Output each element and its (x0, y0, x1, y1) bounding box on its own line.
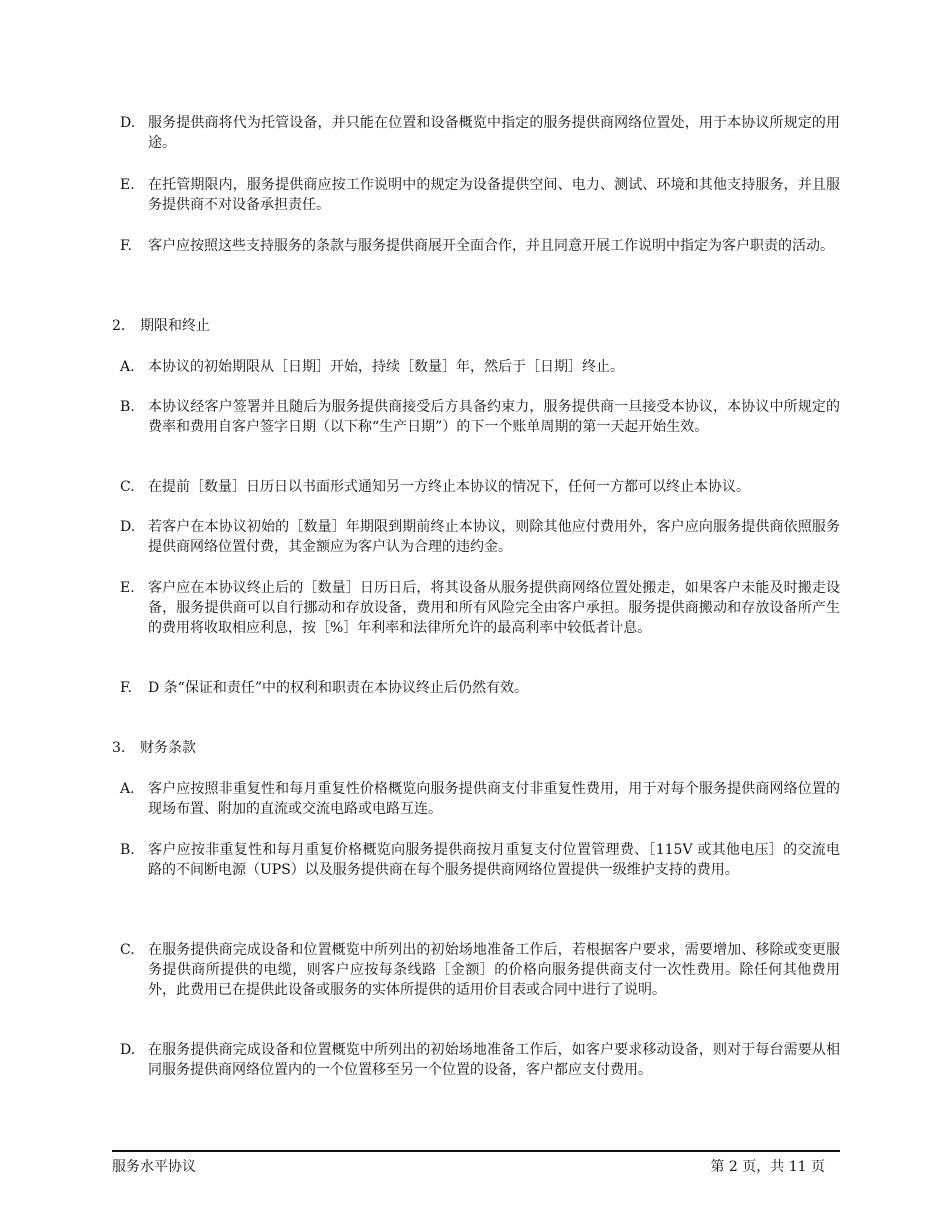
clause-text: 本协议经客户签署并且随后为服务提供商接受后方具备约束力，服务提供商一旦接受本协议，本协议中所规定的费率和费用自客户签字日期（以下称“生产日期”）的下一个账单周期的第一天起开始生效。 (148, 399, 840, 435)
clause-text: 客户应按照非重复性和每月重复性价格概览向服务提供商支付非重复性费用，用于对每个服务提供商网络位置的现场布置、附加的直流或交流电路或电路互连。 (148, 781, 840, 817)
clause-3-a (120, 779, 840, 819)
section-number: 3. (112, 740, 126, 756)
clause-text: 客户应按照这些支持服务的条款与服务提供商展开全面合作，并且同意开展工作说明中指定为客户职责的活动。 (148, 238, 834, 254)
clause-text: 客户应在本协议终止后的［数量］日历日后，将其设备从服务提供商网络位置处搬走，如果客户未能及时搬走设备，服务提供商可以自行挪动和存放设备，费用和所有风险完全由客户承担。服务提供商搬动和存放设备所产生的费用将收取相应利息，按［%］年利率和法律所允许的最高利率中较低者计息。 (148, 580, 840, 636)
footer-divider (112, 1150, 840, 1152)
section-title: 财务条款 (140, 740, 196, 756)
clause-letter: E. (120, 177, 135, 193)
section-title: 期限和终止 (140, 318, 210, 334)
clause-letter: A. (120, 359, 135, 375)
clause-text: 在提前［数量］日历日以书面形式通知另一方终止本协议的情况下，任何一方都可以终止本协议。 (148, 479, 750, 495)
clause-text: 客户应按非重复性和每月重复价格概览向服务提供商按月重复支付位置管理费、［115V 或其他电压］的交流电路的不间断电源（UPS）以及服务提供商在每个服务提供商网络位置提供一级维护支持的费用。 (148, 842, 840, 878)
section-heading-term (112, 316, 210, 336)
footer-document-title: 服务水平协议 (112, 1159, 196, 1175)
clause-1-f (120, 236, 840, 256)
clause-letter: D. (120, 1042, 136, 1058)
clause-3-c (120, 940, 840, 1000)
clause-text: 服务提供商将代为托管设备，并只能在位置和设备概览中指定的服务提供商网络位置处，用于本协议所规定的用途。 (148, 115, 840, 151)
clause-1-d (120, 113, 840, 153)
clause-letter: C. (120, 942, 135, 958)
footer-page-number: 第 2 页，共 11 页 (710, 1159, 825, 1175)
clause-2-d (120, 517, 840, 557)
clause-text: 本协议的初始期限从［日期］开始，持续［数量］年，然后于［日期］终止。 (148, 359, 624, 375)
section-number: 2. (112, 318, 126, 334)
clause-letter: D. (120, 115, 136, 131)
clause-letter: F. (120, 238, 132, 254)
clause-text: 若客户在本协议初始的［数量］年期限到期前终止本协议，则除其他应付费用外，客户应向服务提供商依照服务提供商网络位置付费，其金额应为客户认为合理的违约金。 (148, 519, 840, 555)
clause-3-d (120, 1040, 840, 1080)
clause-letter: B. (120, 842, 135, 858)
clause-letter: E. (120, 580, 135, 596)
clause-1-e (120, 175, 840, 215)
clause-2-b (120, 397, 840, 437)
clause-text: 在服务提供商完成设备和位置概览中所列出的初始场地准备工作后，若根据客户要求，需要增加、移除或变更服务提供商所提供的电缆，则客户应按每条线路［金额］的价格向服务提供商支付一次性费用。除任何其他费用外，此费用已在提供此设备或服务的实体所提供的适用价目表或合同中进行了说明。 (148, 942, 840, 998)
clause-text: 在服务提供商完成设备和位置概览中所列出的初始场地准备工作后，如客户要求移动设备，则对于每台需要从相同服务提供商网络位置内的一个位置移至另一个位置的设备，客户都应支付费用。 (148, 1042, 840, 1078)
clause-2-a (120, 357, 840, 377)
clause-letter: B. (120, 399, 135, 415)
clause-text: 在托管期限内，服务提供商应按工作说明中的规定为设备提供空间、电力、测试、环境和其他支持服务，并且服务提供商不对设备承担责任。 (148, 177, 840, 213)
clause-letter: D. (120, 519, 136, 535)
clause-3-b (120, 840, 840, 880)
clause-2-c (120, 477, 840, 497)
clause-letter: C. (120, 479, 135, 495)
clause-letter: A. (120, 781, 135, 797)
clause-text: D 条“保证和责任”中的权利和职责在本协议终止后仍然有效。 (148, 680, 528, 696)
clause-letter: F. (120, 680, 132, 696)
clause-2-e (120, 578, 840, 638)
clause-2-f (120, 678, 840, 698)
section-heading-financial (112, 738, 196, 758)
